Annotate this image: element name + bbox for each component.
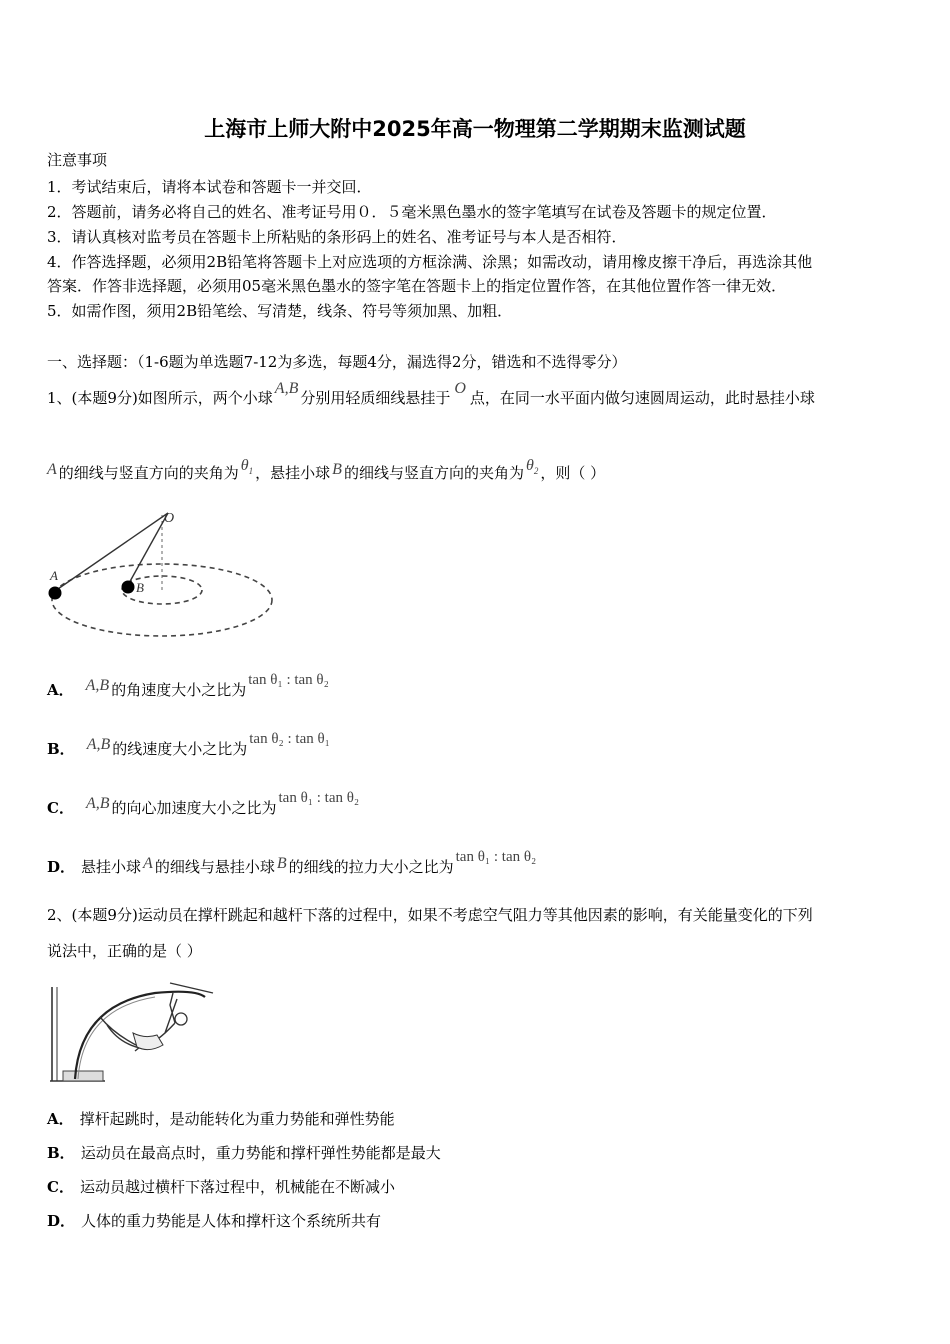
q1-text: ，悬挂小球 (255, 464, 331, 482)
option-text: 的细线的拉力大小之比为 (288, 858, 454, 876)
q1-text: 点，在同一水平面内做匀速圆周运动，此时悬挂小球 (469, 389, 815, 407)
option-text: 的线速度大小之比为 (112, 740, 248, 758)
notice-item: 2．答题前，请务必将自己的姓名、准考证号用０．５毫米黑色墨水的签字笔填写在试卷及答题卡的规定位置． (47, 203, 777, 221)
option-label: C． (47, 1178, 74, 1196)
q2-option-d[interactable] (47, 1211, 381, 1231)
option-text: 撑杆起跳时，是动能转化为重力势能和弹性势能 (79, 1110, 395, 1128)
label-b: B (136, 580, 144, 595)
q1-text: 分别用轻质细线悬挂于 (300, 389, 451, 407)
option-text: 的细线与悬挂小球 (154, 858, 275, 876)
q2-option-b[interactable] (47, 1143, 441, 1163)
notice-item: 答案．作答非选择题，必须用05毫米黑色墨水的签字笔在答题卡上的指定位置作答，在其他位置作答一律无效． (47, 277, 787, 295)
ab-symbol: A,B (86, 736, 111, 753)
label-o: O (164, 511, 175, 526)
outer-orbit (52, 564, 272, 636)
option-ratio: tan θ₂ : tan θ₁ (249, 731, 330, 747)
option-label: A． (47, 681, 74, 699)
q1-text: 的细线与竖直方向的夹角为 (58, 464, 239, 482)
b-symbol: B (276, 855, 287, 872)
subscript: 2 (533, 466, 539, 477)
q2-option-c[interactable] (47, 1177, 395, 1197)
notice-item: 5．如需作图，须用2B铅笔绘、写清楚，线条、符号等须加黑、加粗． (47, 302, 513, 320)
q1-b-symbol: B (332, 461, 342, 478)
option-ratio: tan θ₁ : tan θ₂ (278, 790, 360, 806)
option-text: 的角速度大小之比为 (111, 681, 247, 699)
string-b (128, 513, 168, 585)
athlete-head (175, 1013, 187, 1025)
q1-option-c[interactable] (47, 790, 360, 819)
option-label: D． (47, 858, 76, 876)
notice-item: 1．考试结束后，请将本试卷和答题卡一并交回． (47, 178, 372, 196)
option-label: B． (47, 1144, 75, 1162)
option-ratio: tan θ₁ : tan θ₂ (455, 849, 537, 865)
q1-theta1 (240, 457, 254, 477)
q1-text: 的细线与竖直方向的夹角为 (343, 464, 524, 482)
option-label: B． (47, 740, 75, 758)
notice-item: 4．作答选择题，必须用2B铅笔将答题卡上对应选项的方框涂满、涂黑；如需改动，请用橡皮擦干净后，再选涂其他 (47, 253, 813, 271)
ball-a (49, 587, 62, 600)
q1-a-symbol: A (47, 461, 57, 478)
conical-pendulum-figure (40, 505, 280, 645)
q1-ab-symbol: A,B (274, 380, 299, 397)
option-text: 运动员越过横杆下落过程中，机械能在不断减小 (79, 1178, 395, 1196)
option-text: 人体的重力势能是人体和撑杆这个系统所共有 (81, 1212, 382, 1230)
q1-theta2 (525, 457, 539, 477)
notice-item: 3．请认真核对监考员在答题卡上所粘贴的条形码上的姓名、准考证号与本人是否相符． (47, 228, 627, 246)
page-title: 上海市上师大附中2025年高一物理第二学期期末监测试题 (204, 117, 746, 141)
theta: θ (240, 457, 249, 474)
theta: θ (525, 457, 534, 474)
q1-o-symbol: O (454, 380, 466, 397)
option-text: 悬挂小球 (81, 858, 142, 876)
landing-box (63, 1071, 103, 1081)
ball-b (122, 581, 135, 594)
notice-heading: 注意事项 (47, 151, 108, 169)
ab-symbol: A,B (85, 677, 110, 694)
question-2-line-2: 说法中，正确的是（ ） (47, 942, 202, 960)
athlete-shorts (133, 1033, 163, 1050)
option-text: 运动员在最高点时，重力势能和撑杆弹性势能都是最大 (80, 1144, 441, 1162)
label-a: A (50, 568, 58, 583)
option-label: A． (47, 1110, 74, 1128)
question-2-line-1: 2、(本题9分)运动员在撑杆跳起和越杆下落的过程中，如果不考虑空气阻力等其他因素的影响，有关能量变化的下列 (47, 906, 813, 924)
option-label: D． (47, 1212, 76, 1230)
question-1-line-2 (47, 457, 606, 489)
option-label: C． (47, 799, 74, 817)
section-heading: 一、选择题：（1-6题为单选题7-12为多选，每题4分，漏选得2分，错选和不选得零分） (47, 353, 627, 371)
a-symbol: A (143, 855, 153, 872)
q1-option-a[interactable] (47, 672, 329, 701)
q1-prefix: 1、(本题9分)如图所示，两个小球 (47, 389, 273, 407)
option-ratio: tan θ₁ : tan θ₂ (248, 672, 329, 688)
subscript: 1 (248, 466, 254, 477)
question-1-line-1 (47, 380, 815, 409)
pole-vault-figure (45, 975, 215, 1087)
q1-option-b[interactable] (47, 731, 330, 760)
q1-option-d[interactable] (47, 849, 537, 878)
q1-text: ，则（ ） (540, 464, 606, 482)
q2-option-a[interactable] (47, 1109, 395, 1129)
string-a (55, 513, 168, 591)
option-text: 的向心加速度大小之比为 (111, 799, 277, 817)
ab-symbol: A,B (85, 795, 110, 812)
